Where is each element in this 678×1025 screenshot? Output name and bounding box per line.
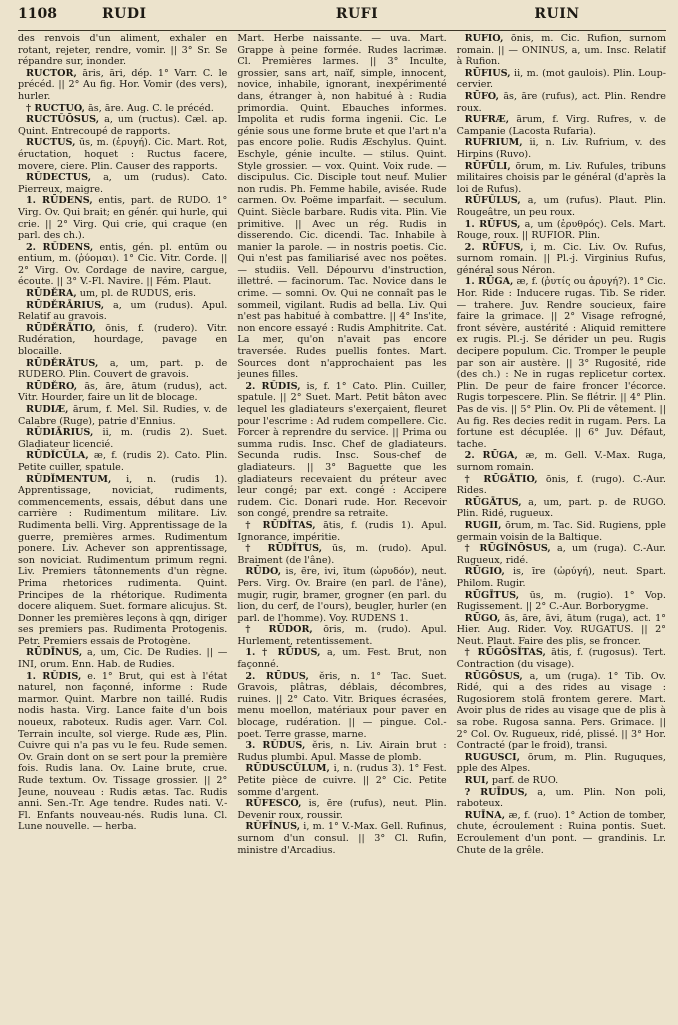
entry-definition: æ, f. (ruo). 1° Action de tomber, chute, écroulement : Ruina pontis. Suet. Ecroulement d'un pont. — grandinis. Lr. Chute de la grêle. xyxy=(456,809,666,856)
dictionary-entry xyxy=(237,647,446,670)
page-number: 1108 xyxy=(18,6,57,22)
entry-definition: ūs, m. (ἐρυγή). Cic. Mart. Rot, éructation, hoquet : Ructus facere, movere, ciere. Plin. Causer des rapports. xyxy=(18,137,228,172)
column-2 xyxy=(237,33,446,1023)
dictionary-entry xyxy=(237,624,446,647)
entry-definition: is, ēre (rufus), neut. Plin. Devenir roux, roussir. xyxy=(237,798,447,821)
entry-definition: ās, āre, āvi, ātum (ruga), act. 1° Hier. Aug. Rider. Voy. RUGATUS. || 2° Neut. Plaut. Faire des plis, se froncer. xyxy=(456,612,666,647)
entry-headword: RŪFŪLI, xyxy=(464,160,511,172)
column-1 xyxy=(18,33,227,1023)
dictionary-entry xyxy=(18,300,227,323)
dictionary-entry xyxy=(237,381,446,520)
entry-headword: † RUCTUO, xyxy=(26,102,85,114)
dictionary-entry xyxy=(18,671,227,833)
entry-definition: a, um, Cic. De Rudies. || — INI, orum. Enn. Hab. de Rudies. xyxy=(18,647,228,671)
entry-headword: 3. RŬDUS, xyxy=(245,740,306,752)
entry-headword: 1. † RŪDUS, xyxy=(245,647,321,659)
dictionary-entry xyxy=(457,775,666,787)
dictionary-entry xyxy=(237,821,446,856)
entry-definition: a, um, part. p. de RUDERO. Plin. Couvert de gravois. xyxy=(18,357,228,381)
entry-headword: 2. RŪDUS, xyxy=(245,670,309,682)
entry-definition: des renvois d'un aliment, exhaler en rotant, rejeter, rendre, vomir. || 3° Sr. Se répandre sur, inonder. xyxy=(18,33,228,68)
entry-headword: RUFRIUM, xyxy=(464,137,523,149)
entry-definition: ūs, m. (rugio). 1° Vop. Rugissement. || 2° C.-Aur. Borborygme. xyxy=(456,589,666,613)
entry-headword: RŪDO, xyxy=(245,566,282,578)
entry-headword: RUGII, xyxy=(464,519,502,531)
dictionary-entry xyxy=(457,752,666,775)
entry-headword: RUCTOR, xyxy=(26,67,77,79)
entry-headword: † RŪGĀTIO, xyxy=(464,473,538,485)
dictionary-entry xyxy=(237,671,446,741)
entry-definition: a, um. Fest. Brut, non façonné. xyxy=(237,647,447,671)
dictionary-entry xyxy=(18,242,227,288)
entry-definition: i, n. (rudis 1). Apprentissage, noviciat, rudiments, commencements, essais, début dans une carrière : Rudimentum militare. Liv. Rudimenta belli. Virg. Apprentissage de la guerre, premières armes. Rudimentum ponere. Liv. Achever son apprentissage, son noviciat. Rudimentum primum regni. Liv. Premiers tâtonnements d'un règne. Prima rhetorices rudimenta. Quint. Principes de la rhétorique. Rudimenta docere aliquem. Suet. formare alicujus. St. Donner les premières leçons à qqn, diriger ses premiers pas. Rudimenta Protogenis. Petr. Premiers essais de Protogène. xyxy=(18,473,228,647)
dictionary-entry xyxy=(457,161,666,196)
entry-definition: i, m. Cic. Liv. Ov. Rufus, surnom romain. || Pl.-j. Virginius Rufus, général sous Néron. xyxy=(456,241,666,276)
entry-definition: æ, f. (rudis 2). Cato. Plin. Petite cuiller, spatule. xyxy=(18,450,228,473)
running-head-left: RUDI xyxy=(102,6,147,22)
entry-headword: † RŪDĬTUS, xyxy=(245,543,323,555)
entry-definition: a, um (ruga). 1° Tib. Ov. Ridé, qui a des rides au visage : Rugosiorem stolā frontem gerere. Mart. Avoir plus de rides au visage que de plis à sa robe. Rugosa sanna. Pers. Grimace. || 2° Col. Ov. Rugueux, ridé, plissé. || 3° Hor. Contracté (par le froid), transi. xyxy=(456,670,666,752)
dictionary-entry xyxy=(457,810,666,856)
dictionary-entry xyxy=(18,68,227,103)
entry-headword: RŪFIO, xyxy=(464,33,504,44)
running-head-right: RUIN xyxy=(534,6,580,22)
entry-headword: † RŪGĬNŌSUS, xyxy=(464,543,551,555)
entry-definition: ōrum, m. Tac. Sid. Rugiens, pple germain voisin de la Baltique. xyxy=(456,519,666,543)
entry-definition: ūs, m. (rudo). Apul. Braiment (de l'âne). xyxy=(237,543,447,566)
entry-headword: RŪDĔRĀRIUS, xyxy=(26,299,105,311)
dictionary-entry xyxy=(18,195,227,241)
entry-headword: RUFRÆ, xyxy=(464,114,510,126)
entry-headword: RUGUSCI, xyxy=(464,751,520,763)
dictionary-entry xyxy=(237,798,446,821)
entry-definition: a, um (rudus). Apul. Relatif au gravois. xyxy=(18,299,228,323)
dictionary-entry xyxy=(237,543,446,566)
columns xyxy=(18,33,666,1023)
entry-headword: RUCTUS, xyxy=(26,137,76,149)
dictionary-entry xyxy=(457,114,666,137)
entry-definition: æ, m. Gell. V.-Max. Ruga, surnom romain. xyxy=(456,450,666,473)
entry-headword: RŪDĔRĀTUS, xyxy=(26,357,99,369)
entry-headword: 1. RŪDENS, xyxy=(26,195,93,207)
entry-definition: is, f. 1° Cato. Plin. Cuiller, spatule. || 2° Suet. Mart. Petit bâton avec lequel les gladiateurs s'exerçaient, fleuret pour l'escrime : Ad rudem compellere. Cic. Forcer à reprendre du service. || Prima ou summa rudis. Insc. Chef de gladiateurs. Secunda rudis. Insc. Sous-chef de gladiateurs. || 3° Baguette que les gladiateurs recevaient du préteur avec leur congé; par ext. congé : Accipere rudem. Cic. Donari rude. Hor. Recevoir son congé, prendre sa retraite. xyxy=(237,380,447,520)
entry-headword: RŪDĔRA, xyxy=(26,288,77,300)
dictionary-entry xyxy=(18,450,227,473)
dictionary-entry xyxy=(18,172,227,195)
entry-headword: RŪFIUS, xyxy=(464,67,511,79)
entry-definition: ātis, f. (rudis 1). Apul. Ignorance, impéritie. xyxy=(237,519,447,543)
dictionary-entry xyxy=(457,219,666,242)
entry-headword: 1. RŪFUS, xyxy=(464,218,521,230)
entry-definition: ōnis, f. (rudero). Vitr. Rudération, hourdage, pavage en blocaille. xyxy=(18,322,228,358)
dictionary-entry xyxy=(237,740,446,763)
entry-definition: a, um (rufus). Plaut. Plin. Rougeâtre, un peu roux. xyxy=(456,195,666,218)
dictionary-entry xyxy=(237,33,446,381)
entry-headword: RŪDĬCŬLA, xyxy=(26,450,89,462)
entry-definition: ārum, f. Mel. Sil. Rudies, v. de Calabre (Ruge), patrie d'Ennius. xyxy=(18,404,228,427)
entry-definition: ās, āre. Aug. C. le précéd. xyxy=(88,102,214,114)
entry-headword: RŪFŬLUS, xyxy=(464,195,521,207)
entry-definition: ās, āre, ātum (rudus), act. Vitr. Hourder, faire un lit de blocage. xyxy=(18,380,228,404)
dictionary-entry xyxy=(18,33,227,68)
entry-headword: † RŪGŌSĬTAS, xyxy=(464,647,546,659)
entry-definition: ās, āre (rufus), act. Plin. Rendre roux. xyxy=(456,90,666,114)
entry-headword: 1. RŪGA, xyxy=(464,276,514,288)
entry-headword: † RŪDĬTAS, xyxy=(245,519,316,531)
entry-definition: ii, m. (rudis 2). Suet. Gladiateur licencié. xyxy=(18,427,228,450)
dictionary-entry xyxy=(18,288,227,300)
dictionary-entry xyxy=(457,647,666,670)
entry-definition: Mart. Herbe naissante. — uva. Mart. Grappe à peine formée. Rudes lacrimæ. Cl. Premières larmes. || 3° Inculte, grossier, sans art, naïf, simple, innocent, novice, inhabile, ignorant, inexpérimenté dans, étranger à, non habitué à : Rudia primordia. Quint. Ebauches informes. Impolita et rudis forma ingenii. Cic. Le génie sous une forme brute et que l'art n'a pas encore polie. Rudis Æschylus. Quint. Eschyle, génie inculte. — stilus. Quint. Style grossier. — vox. Quint. Voix rude. — discipulus. Cic. Disciple tout neuf. Mulier non rudis. Ph. Femme habile, avisée. Rude carmen. Ov. Poëme imparfait. — seculum. Quint. Siècle barbare. Rudis vita. Plin. Vie primitive. || Avec un rég. Rudis in disserendo. Cic. dicendi. Tac. Inhabile à manier la parole. — in nostris poetis. Cic. Qui n'est pas familiarisé avec nos poëtes. — studiis. Vell. Dépourvu d'instruction, illettré. — facinorum. Tac. Novice dans le crime. — somni. Ov. Qui ne connaît pas le sommeil, vigilant. Rudis ad bella. Liv. Qui n'est pas habitué à combattre. || 4° Ins'ite, non encore essayé : Rudis Amphitrite. Cat. La mer, qu'on n'avait pas encore traversée. Rudes puellis fontes. Mart. Sources dont n'approchaient pas les jeunes filles. xyxy=(237,33,447,381)
entry-headword: RŪGĪTUS, xyxy=(464,589,520,601)
entry-definition: entis, gén. pl. entūm ou entium, m. (ῥύομαι). 1° Cic. Vitr. Corde. || 2° Virg. Ov. Cordage de navire, cargue, écoute. || 3° V.-Fl. Navire. || Fém. Plaut. xyxy=(18,241,228,288)
entry-definition: is, ēre, ivi, ītum (ὠρυδόν), neut. Pers. Virg. Ov. Braire (en parl. de l'âne), mugir, rugir, bramer, grogner (en parl. du lion, du cerf, de l'ours), beugler, hurler (en parl. de l'homme). Voy. RUDENS 1. xyxy=(237,566,447,624)
entry-headword: RUCTŬŌSUS, xyxy=(26,114,100,126)
dictionary-entry xyxy=(18,427,227,450)
dictionary-entry xyxy=(457,276,666,450)
entry-headword: 2. RŪFUS, xyxy=(464,241,524,253)
entry-headword: RUĪNA, xyxy=(464,809,506,821)
dictionary-entry xyxy=(18,323,227,358)
entry-definition: ōrum, m. Plin. Ruguques, pple des Alpes. xyxy=(456,751,666,775)
entry-definition: ōnis, m. Cic. Rufion, surnom romain. || — ONINUS, a, um. Insc. Relatif à Rufion. xyxy=(456,33,666,68)
dictionary-entry xyxy=(457,497,666,520)
dictionary-entry xyxy=(457,543,666,566)
entry-headword: RŬFĪNUS, xyxy=(245,821,301,833)
entry-definition: a, um (ructus). Cæl. ap. Quint. Entrecoupé de rapports. xyxy=(18,114,228,137)
entry-headword: RŬDĬMENTUM, xyxy=(26,473,112,485)
dictionary-entry xyxy=(18,114,227,137)
entry-headword: RŬDIĀRIUS, xyxy=(26,427,94,439)
column-3 xyxy=(457,33,666,1023)
entry-definition: ārum, f. Virg. Rufres, v. de Campanie (Lacosta Rufaria). xyxy=(456,114,666,137)
dictionary-entry xyxy=(457,613,666,648)
entry-headword: 1. RŬDIS, xyxy=(26,670,82,682)
entry-headword: RUDIÆ, xyxy=(26,404,69,415)
dictionary-entry xyxy=(457,137,666,160)
entry-definition: e. 1° Brut, qui est à l'état naturel, non façonné, informe : Rude marmor. Quint. Marbre non taillé. Rudis nodis hasta. Virg. Lance faite d'un bois noueux, raboteux. Rudis ager. Varr. Col. Terrain inculte, sol vierge. Rude æs, Plin. Cuivre qui n'a pas vu le feu. Rude semen. Ov. Grain dont on se sert pour la première fois. Rudis lana. Ov. Laine brute, crue. Rude textum. Ov. Tissage grossier. || 2° Jeune, nouveau : Rudis ætas. Tac. Rudis anni. Sen.-Tr. Age tendre. Rudes nati. V.-Fl. Enfants nouveau-nés. Rudis luna. Cl. Lune nouvelle. — herba. xyxy=(18,670,228,833)
entry-definition: a, um. Plin. Non poli, raboteux. xyxy=(456,786,666,810)
dictionary-entry xyxy=(237,520,446,543)
entry-headword: RŪFO, xyxy=(464,90,499,102)
entry-definition: ii, n. Liv. Rufrium, v. des Hirpins (Ruvo). xyxy=(456,137,666,160)
dictionary-entry xyxy=(18,103,227,115)
header-rule xyxy=(18,30,666,31)
entry-definition: āris, āri, dép. 1° Varr. C. le précéd. || 2° Au fig. Hor. Vomir (des vers), hurler. xyxy=(18,67,228,102)
dictionary-entry xyxy=(457,787,666,810)
entry-definition: parf. de RUO. xyxy=(491,775,559,786)
dictionary-entry xyxy=(457,566,666,589)
dictionary-entry xyxy=(18,137,227,172)
dictionary-entry xyxy=(457,68,666,91)
dictionary-entry xyxy=(18,404,227,427)
entry-definition: is, īre (ὠρύγή), neut. Spart. Philom. Rugir. xyxy=(456,566,666,589)
dictionary-entry xyxy=(457,195,666,218)
entry-definition: ĕris, n. Liv. Airain brut : Rudus plumbi. Apul. Masse de plomb. xyxy=(237,740,447,763)
dictionary-entry xyxy=(457,33,666,68)
entry-headword: ? RUĪDUS, xyxy=(464,786,528,798)
entry-definition: ii, m. (mot gaulois). Plin. Loup-cervier. xyxy=(456,67,666,91)
entry-definition: a, um, part. p. de RUGO. Plin. Ridé, rugueux. xyxy=(456,496,666,520)
entry-headword: RŪGŌSUS, xyxy=(464,670,523,682)
entry-headword: 2. RŬDENS, xyxy=(26,241,94,253)
dictionary-entry xyxy=(18,474,227,648)
entry-headword: RŪGO, xyxy=(464,612,501,624)
entry-definition: um, pl. de RUDUS, eris. xyxy=(79,288,197,300)
dictionary-entry xyxy=(457,520,666,543)
dictionary-entry xyxy=(457,671,666,752)
dictionary-entry xyxy=(237,566,446,624)
entry-definition: ātis, f. (rugosus). Tert. Contraction (du visage). xyxy=(456,647,666,671)
dictionary-entry xyxy=(457,242,666,277)
page-header xyxy=(18,6,666,28)
entry-definition: ōris, m. (rudo). Apul. Hurlement, retentissement. xyxy=(237,624,447,647)
entry-definition: i, n. (rudus 3). 1° Fest. Petite pièce de cuivre. || 2° Cic. Petite somme d'argent. xyxy=(237,763,447,798)
dictionary-entry xyxy=(457,91,666,114)
entry-definition: æ, f. (ῥυτίς ou ἀρυγή?). 1° Cic. Hor. Ride : Inducere rugas. Tib. Se rider. — trahere. Juv. Rendre soucieux, faire faire la grimace. || 2° Visage refrogné, front sévère, austérité : Aliquid remittere ex rugis. Pl.-j. Se dérider un peu. Rugis decipere populum. Cic. Tromper le peuple par son air austère. || 3° Rugosité, ride (des ch.) : Ne in rugas replicetur cortex. Plin. De peur de faire froncer l'écorce. Rugis torpescere. Plin. Se flétrir. || 4° Plin. Pas de vis. || 5° Plin. Ov. Pli de vêtement. || Au fig. Res decies redit in rugam. Pers. La fortune est décuplée. || 6° Juv. Défaut, tache. xyxy=(456,276,666,450)
dictionary-entry xyxy=(457,450,666,473)
dictionary-entry xyxy=(18,647,227,670)
entry-headword: 2. RŪGA, xyxy=(464,450,518,462)
entry-definition: ōnis, f. (rugo). C.-Aur. Rides. xyxy=(456,473,666,497)
entry-definition: a, um (rudus). Cato. Pierreux, maigre. xyxy=(18,172,228,195)
entry-headword: RUI, xyxy=(464,775,489,786)
entry-headword: RŪDUSCŬLUM, xyxy=(245,763,330,775)
entry-definition: a, um (ἐρυθρός). Cels. Mart. Rouge, roux. || RUFIOR. Plin. xyxy=(456,218,666,242)
entry-definition: ōrum, m. Liv. Rufules, tribuns militaires choisis par le général (d'après la loi de Rufus). xyxy=(456,160,666,195)
entry-headword: RŪDĔRO, xyxy=(26,380,78,392)
dictionary-entry xyxy=(237,763,446,798)
entry-headword: † RŪDOR, xyxy=(245,624,313,636)
entry-definition: i, m. 1° V.-Max. Gell. Rufinus, surnom d'un consul. || 3° Cl. Rufin, ministre d'Arcadius. xyxy=(237,821,447,856)
entry-headword: RŪDĪNUS, xyxy=(26,647,83,659)
entry-headword: RŪGIO, xyxy=(464,566,505,578)
entry-headword: RŪGĀTUS, xyxy=(464,496,522,508)
entry-headword: 2. RŬDIS, xyxy=(245,380,301,392)
entry-headword: RŬFESCO, xyxy=(245,798,302,810)
entry-definition: a, um (ruga). C.-Aur. Rugueux, ridé. xyxy=(456,543,666,566)
running-head-center: RUFI xyxy=(335,6,379,22)
dictionary-entry xyxy=(18,358,227,381)
dictionary-entry xyxy=(18,381,227,404)
entry-headword: RŪDĔRĀTIO, xyxy=(26,322,96,334)
entry-definition: entis, part. de RUDO. 1° Virg. Ov. Qui brait; en génér. qui hurle, qui crie. || 2° Virg. Qui crie, qui craque (en parl. des ch.). xyxy=(18,195,228,242)
entry-headword: RŬDECTUS, xyxy=(26,172,92,184)
entry-definition: ĕris, n. 1° Tac. Suet. Gravois, plâtras, déblais, décombres, ruines. || 2° Cato. Vitr. Briques écrasées, menu moellon, matériaux pour paver en blocage, rudération. || — pingue. Col.-poet. Terre grasse, marne. xyxy=(237,670,447,740)
dictionary-entry xyxy=(457,590,666,613)
dictionary-entry xyxy=(457,474,666,497)
